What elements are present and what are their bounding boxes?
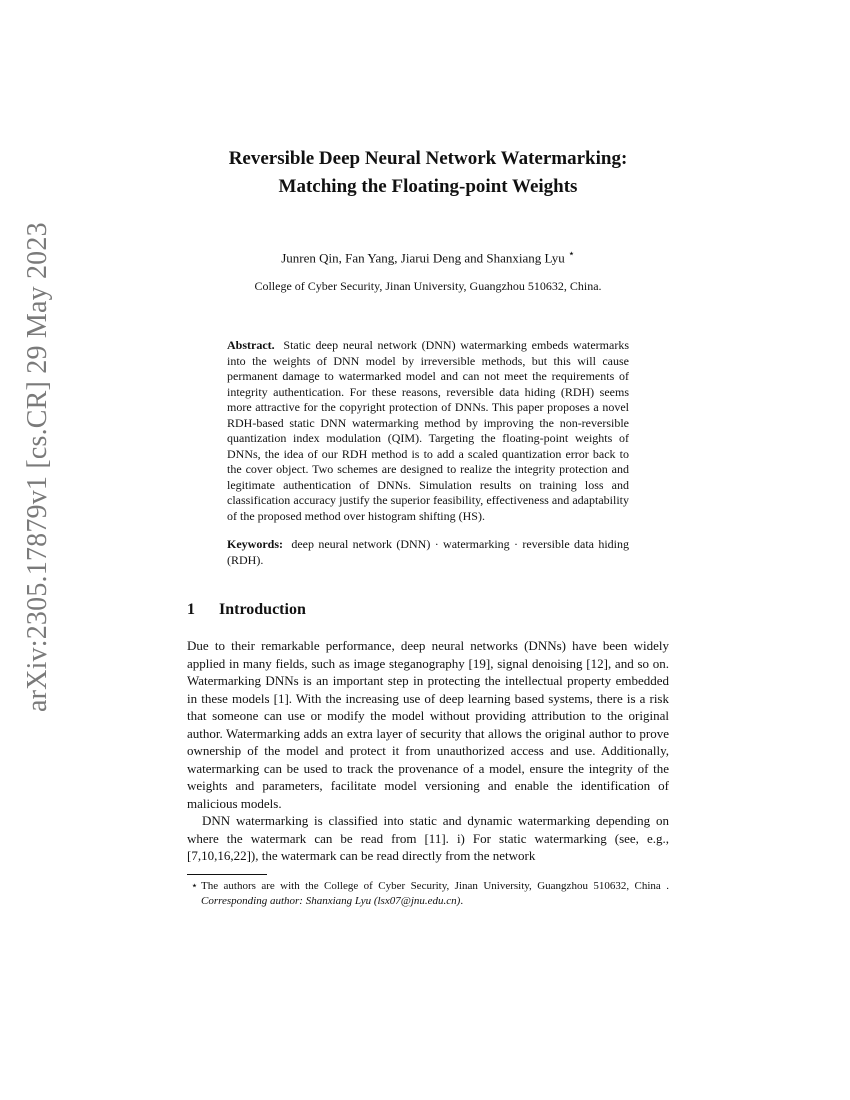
author-footnote-mark: ⋆ xyxy=(567,248,575,260)
authors-text: Junren Qin, Fan Yang, Jiarui Deng and Shanxiang Lyu xyxy=(281,250,565,266)
abstract-label: Abstract. xyxy=(227,338,275,353)
paper-title xyxy=(187,145,669,201)
footnote-mark: ⋆ xyxy=(191,879,198,892)
title-line-1: Reversible Deep Neural Network Watermarking: xyxy=(228,148,628,169)
footnote-text: The authors are with the College of Cyber Security, Jinan University, Guangzhou 510632, China . xyxy=(201,879,669,892)
footnote xyxy=(187,879,669,909)
introduction-body xyxy=(187,637,669,865)
affiliation: College of Cyber Security, Jinan University, Guangzhou 510632, China. xyxy=(254,279,602,294)
title-line-2: Matching the Floating-point Weights xyxy=(278,176,578,197)
footnote-end: . xyxy=(460,894,464,907)
author-list xyxy=(187,245,669,267)
footnote-divider xyxy=(187,874,267,875)
abstract xyxy=(227,338,629,524)
body-paragraph-1: Due to their remarkable performance, deep neural networks (DNNs) have been widely applied in many fields, such as image steganography [19], signal denoising [12], and so on. Watermarking DNNs is an important step in protecting the intellectual property embedded in these models [1]. With the increasing use of deep learning based systems, there is a risk that someone can use or modify the model without providing attribution to the original author. Watermarking adds an extra layer of security that allows the original author to prove ownership of the model and protect it from unauthorized access and use. Additionally, watermarking can be used to track the provenance of a model, ensure the integrity of the weights and parameters, facilitate model versioning and enable the identification of malicious models. xyxy=(187,638,669,811)
section-number: 1 xyxy=(187,601,195,619)
paper-page xyxy=(187,145,669,909)
section-heading-introduction xyxy=(187,600,669,620)
keywords xyxy=(227,537,629,568)
abstract-text: Static deep neural network (DNN) watermarking embeds watermarks into the weights of DNN model by irreversible methods, but this will cause permanent damage to watermarked model and can not meet the requirements of integrity authentication. For these reasons, reversible data hiding (RDH) seems more attractive for the copyright protection of DNNs. This paper proposes a novel RDH-based static DNN watermarking method by improving the non-reversible quantization index modulation (QIM). Targeting the floating-point weights of DNNs, the idea of our RDH method is to add a scaled quantization error back to the cover object. Two schemes are designed to realize the integrity protection and legitimate authentication of DNNs. Simulation results on training loss and classification accuracy justify the superior feasibility, effectiveness and adaptability of the proposed method over histogram shifting (HS). xyxy=(227,338,630,523)
keywords-text: deep neural network (DNN) · watermarking · reversible data hiding (RDH). xyxy=(227,537,630,567)
arxiv-identifier: arXiv:2305.17879v1 [cs.CR] 29 May 2023 xyxy=(22,222,53,712)
section-title: Introduction xyxy=(219,601,306,619)
keywords-label: Keywords: xyxy=(227,537,283,552)
body-paragraph-2: DNN watermarking is classified into static and dynamic watermarking depending on where the watermark can be read from [11]. i) For static watermarking (see, e.g., [7,10,16,22]), the watermark can be read directly from the network xyxy=(187,813,669,864)
footnote-corresponding-author: Corresponding author: Shanxiang Lyu (lsx07@jnu.edu.cn) xyxy=(201,894,461,907)
